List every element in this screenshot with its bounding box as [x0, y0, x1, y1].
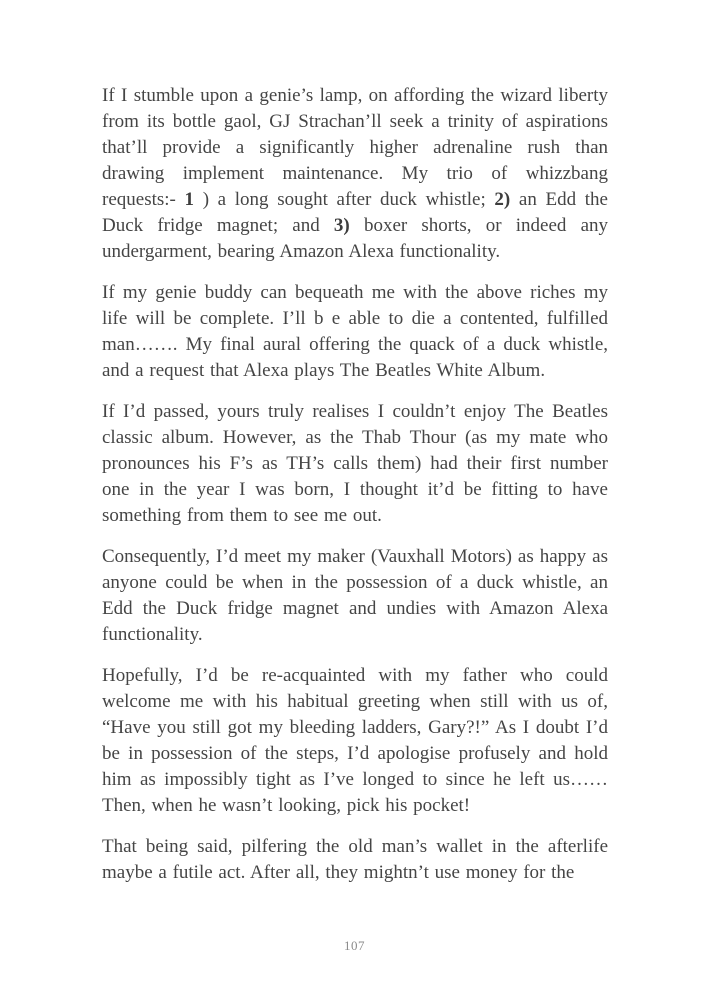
- text-run: Consequently, I’d meet my maker (Vauxhall Motors) as happy as anyone could be when in the possession of a duck whistle, an Edd the Duck fridge magnet and undies with Amazon Alexa functionality.: [102, 546, 608, 645]
- paragraph: [102, 280, 608, 384]
- text-run: If my genie buddy can bequeath me with the above riches my life will be complete. I’ll b e able to die a contented, fulfilled man……. My final aural offering the quack of a duck whistle, and a request that Alexa plays The Beatles White Album.: [102, 282, 608, 381]
- text-run: Hopefully, I’d be re-acquainted with my father who could welcome me with his habitual greeting when still with us of, “Have you still got my bleeding ladders, Gary?!” As I doubt I’d be in possession of the steps, I’d apologise profusely and hold him as impossibly tight as I’ve longed to since he left us…… Then, when he wasn’t looking, pick his pocket!: [102, 665, 608, 816]
- page-number: 107: [344, 938, 365, 953]
- text-run: ) a long sought after duck whistle;: [194, 189, 495, 210]
- paragraph: [102, 83, 608, 265]
- paragraph: [102, 663, 608, 819]
- text-run: If I stumble upon a genie’s lamp, on affording the wizard liberty from its bottle gaol, GJ Strachan’ll seek a trinity of aspirations that’ll provide a significantly higher adrenaline rush than drawing implement maintenance. My trio of whizzbang requests:-: [102, 85, 608, 210]
- bold-text-run: 1: [184, 189, 195, 210]
- paragraph: [102, 834, 608, 886]
- paragraph: [102, 544, 608, 648]
- text-run: an Edd the Duck fridge magnet; and: [102, 189, 608, 236]
- paragraph: [102, 399, 608, 529]
- text-run: That being said, pilfering the old man’s wallet in the afterlife maybe a futile act. After all, they mightn’t use money for the: [102, 836, 608, 883]
- bold-text-run: 2): [494, 189, 511, 210]
- bold-text-run: 3): [333, 215, 350, 236]
- text-run: If I’d passed, yours truly realises I couldn’t enjoy The Beatles classic album. However, as the Thab Thour (as my mate who pronounces his F’s as TH’s calls them) had their first number one in the year I was born, I thought it’d be fitting to have something from them to see me out.: [102, 401, 608, 526]
- page-body: [102, 83, 608, 901]
- text-run: boxer shorts, or indeed any undergarment, bearing Amazon Alexa functionality.: [102, 215, 609, 262]
